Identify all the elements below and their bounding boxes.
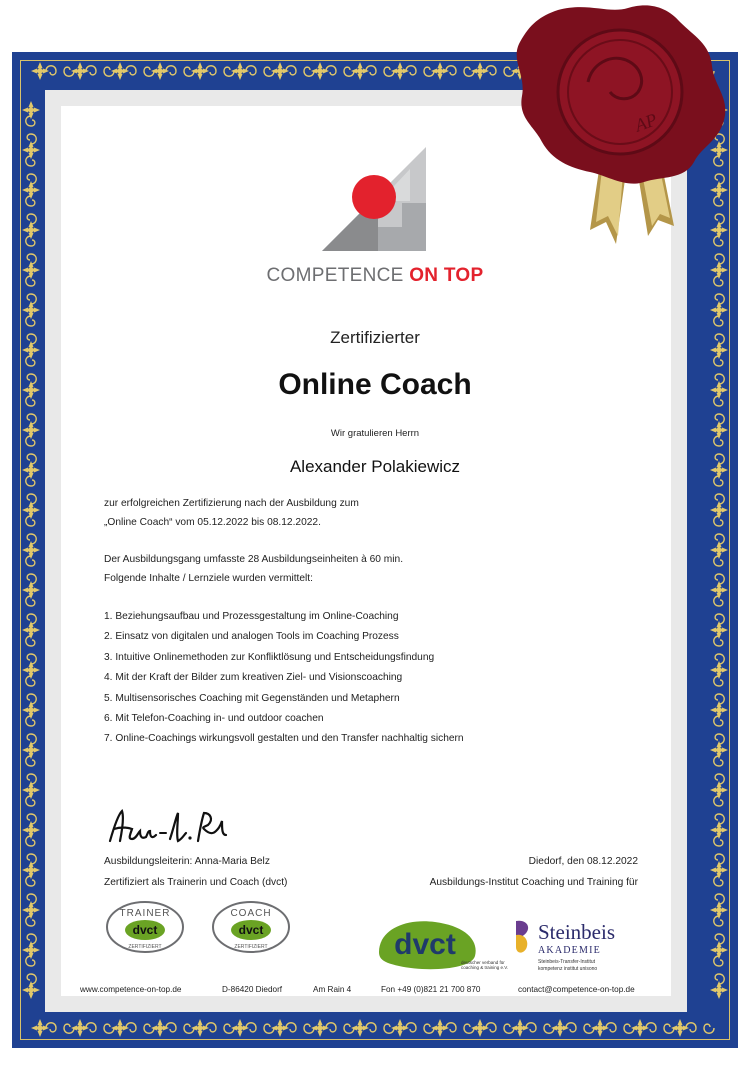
frame-scroll-icon — [714, 476, 725, 504]
trainer-badge — [104, 898, 186, 954]
coach-badge-label: COACH — [230, 908, 272, 919]
certificate-title: Online Coach — [278, 368, 472, 401]
frame-scroll-icon — [714, 516, 725, 544]
frame-scroll-icon — [714, 916, 725, 944]
topic-item: 7. Online-Coachings wirkungsvoll gestalten und den Transfer nachhaltig sichern — [104, 733, 464, 744]
steinbeis-line-2: kompetenz institut unisono — [538, 966, 598, 972]
frame-scroll-icon — [26, 636, 37, 664]
trainer-badge-label: TRAINER — [119, 908, 171, 919]
frame-scroll-icon — [26, 156, 37, 184]
frame-scroll-icon — [126, 66, 154, 77]
frame-scroll-icon — [26, 716, 37, 744]
frame-scroll-icon — [26, 556, 37, 584]
institute-line: Ausbildungs-Institut Coaching und Training für — [429, 877, 638, 888]
company-logo-text — [0, 265, 750, 287]
frame-scroll-icon — [26, 196, 37, 224]
frame-scroll-icon — [566, 1023, 594, 1034]
frame-scroll-icon — [446, 1023, 474, 1034]
frame-fleur-icon — [710, 981, 728, 999]
frame-scroll-icon — [26, 836, 37, 864]
trainer-badge-mark: dvct — [132, 923, 158, 937]
frame-scroll-icon — [26, 756, 37, 784]
frame-scroll-icon — [206, 1023, 234, 1034]
frame-scroll-icon — [166, 66, 194, 77]
frame-scroll-icon — [486, 1023, 514, 1034]
frame-scroll-icon — [26, 596, 37, 624]
logo-word-on-top: ON TOP — [409, 265, 484, 286]
intro-line-2: „Online Coach“ vom 05.12.2022 bis 08.12.2022. — [104, 517, 321, 528]
topic-item: 4. Mit der Kraft der Bilder zum kreativen Ziel- und Visionscoaching — [104, 672, 403, 683]
footer-street: Am Rain 4 — [313, 985, 352, 994]
coach-badge — [210, 898, 292, 954]
frame-scroll-icon — [26, 876, 37, 904]
steinbeis-line-1: Steinbeis-Transfer-Institut — [538, 959, 596, 965]
frame-scroll-icon — [714, 636, 725, 664]
frame-scroll-icon — [406, 1023, 434, 1034]
intro-line-1: zur erfolgreichen Zertifizierung nach der Ausbildung zum — [104, 498, 359, 509]
topic-item: 6. Mit Telefon-Coaching in- und outdoor coachen — [104, 713, 324, 724]
place-and-date: Diedorf, den 08.12.2022 — [528, 856, 638, 867]
signature-image — [104, 805, 239, 850]
frame-scroll-icon — [246, 1023, 274, 1034]
frame-scroll-icon — [26, 116, 37, 144]
frame-scroll-icon — [126, 1023, 154, 1034]
frame-scroll-icon — [26, 916, 37, 944]
frame-scroll-icon — [526, 1023, 554, 1034]
frame-scroll-icon — [326, 1023, 354, 1034]
dvct-tagline-2: coaching & training e.V. — [461, 965, 509, 970]
dvct-logo — [375, 912, 510, 974]
frame-scroll-icon — [714, 876, 725, 904]
frame-scroll-icon — [714, 756, 725, 784]
frame-scroll-icon — [26, 956, 37, 984]
steinbeis-logo — [512, 915, 642, 973]
frame-scroll-icon — [714, 836, 725, 864]
topic-item: 5. Multisensorisches Coaching mit Gegenständen und Metaphern — [104, 693, 400, 704]
certificate-subtitle: Zertifizierter — [330, 328, 420, 347]
frame-scroll-icon — [286, 1023, 314, 1034]
coach-badge-bottom: ZERTIFIZIERT — [234, 944, 268, 950]
frame-scroll-icon — [714, 796, 725, 824]
frame-scroll-icon — [86, 1023, 114, 1034]
dvct-logo-mark: dvct — [394, 928, 456, 961]
topic-item: 3. Intuitive Onlinemethoden zur Konfliktlösung und Entscheidungsfindung — [104, 652, 435, 663]
footer-website: www.competence-on-top.de — [80, 985, 182, 994]
recipient-name: Alexander Polakiewicz — [289, 457, 461, 476]
frame-scroll-icon — [46, 1023, 74, 1034]
frame-scroll-icon — [286, 66, 314, 77]
frame-scroll-icon — [206, 66, 234, 77]
frame-scroll-icon — [26, 236, 37, 264]
frame-scroll-icon — [326, 66, 354, 77]
frame-fleur-icon — [22, 981, 40, 999]
frame-scroll-icon — [686, 1023, 714, 1034]
units-line-2: Folgende Inhalte / Lernziele wurden vermittelt: — [104, 573, 313, 584]
frame-scroll-icon — [714, 676, 725, 704]
frame-scroll-icon — [26, 476, 37, 504]
footer-city: D-86420 Diedorf — [222, 985, 283, 994]
frame-scroll-icon — [26, 676, 37, 704]
units-line-1: Der Ausbildungsgang umfasste 28 Ausbildungseinheiten à 60 min. — [104, 554, 404, 565]
frame-scroll-icon — [714, 556, 725, 584]
trainer-badge-bottom: ZERTIFIZIERT — [128, 944, 162, 950]
trainer-certification-line: Zertifiziert als Trainerin und Coach (dvct) — [104, 877, 288, 888]
trainer-name-line: Ausbildungsleiterin: Anna-Maria Belz — [104, 856, 270, 867]
frame-scroll-icon — [246, 66, 274, 77]
greeting: Wir gratulieren Herrn — [330, 428, 420, 439]
frame-scroll-icon — [366, 1023, 394, 1034]
coach-badge-mark: dvct — [238, 923, 264, 937]
frame-scroll-icon — [86, 66, 114, 77]
frame-scroll-icon — [406, 66, 434, 77]
seal-monogram: AP — [632, 109, 660, 136]
frame-scroll-icon — [714, 596, 725, 624]
frame-scroll-icon — [606, 1023, 634, 1034]
frame-scroll-icon — [714, 956, 725, 984]
frame-scroll-icon — [646, 1023, 674, 1034]
wax-seal-icon — [498, 0, 750, 250]
frame-scroll-icon — [166, 1023, 194, 1034]
topic-item: 1. Beziehungsaufbau und Prozessgestaltung im Online-Coaching — [104, 611, 399, 622]
competence-on-top-logo-icon — [318, 145, 430, 257]
frame-scroll-icon — [26, 516, 37, 544]
frame-scroll-icon — [714, 716, 725, 744]
logo-word-competence: COMPETENCE — [266, 265, 404, 286]
footer-email: contact@competence-on-top.de — [518, 985, 635, 994]
steinbeis-sub: AKADEMIE — [538, 945, 601, 956]
footer-phone: Fon +49 (0)821 21 700 870 — [381, 985, 481, 994]
frame-scroll-icon — [446, 66, 474, 77]
frame-scroll-icon — [46, 66, 74, 77]
topic-item: 2. Einsatz von digitalen und analogen Tools im Coaching Prozess — [104, 631, 399, 642]
frame-scroll-icon — [366, 66, 394, 77]
steinbeis-name: Steinbeis — [538, 920, 615, 944]
dvct-tagline-1: deutscher verband für — [461, 960, 505, 965]
frame-scroll-icon — [26, 796, 37, 824]
